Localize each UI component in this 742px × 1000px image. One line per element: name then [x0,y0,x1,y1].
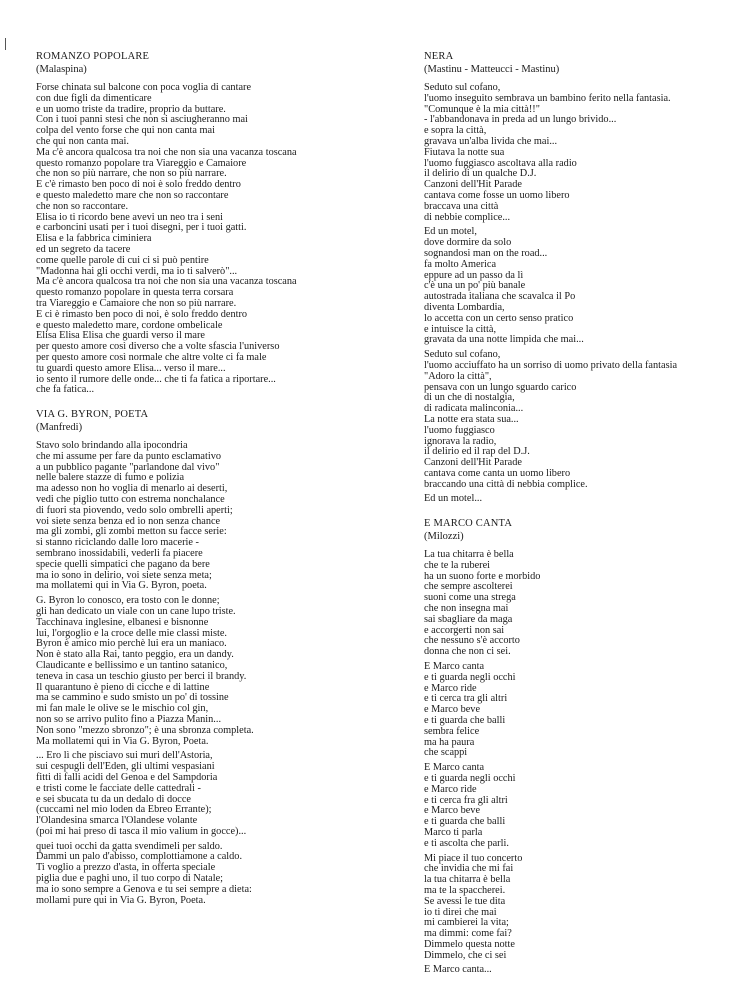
verse-line: mollami pure qui in Via G. Byron, Poeta. [36,894,206,906]
verse-line: e ti guarda negli occhi [424,772,516,784]
verse-line: e questo maledetto mare, cordone ombelicale [36,319,223,331]
song-via-g-byron-poeta [36,408,254,910]
verse-line: eppure ad un passo da lì [424,269,524,281]
verse-line: ed un segreto da tacere [36,243,131,255]
verse-line: - l'abbandonava in preda ad un lungo brivido... [424,114,617,126]
verse-line: lo accetta con un certo senso pratico [424,312,574,324]
verse-line: Ma c'è ancora qualcosa tra noi che non sia una vacanza toscana [36,276,297,288]
stanza [36,842,254,907]
verse-line: e un uomo triste da tradire, proprio da buttare. [36,103,226,115]
stanza [424,350,677,490]
verse-line: Byron è amico mio perchè lui era un maniaco. [36,638,227,650]
verse-line: ha un suono forte e morbido [424,570,541,582]
verse-line: ma adesso non ho voglia di menarlo ai deserti, [36,483,228,495]
verse-line: e intuisce la città, [424,323,497,335]
song-author: (Mastinu - Matteucci - Mastinu) [424,64,560,75]
song-romanzo-popolare [36,50,297,400]
verse-line: E Marco canta [424,660,485,672]
verse-line: ma gli zombi, gli zombi metton su facce serie: [36,526,227,538]
stanza [424,494,677,505]
verse-line: ma te la spaccherei. [424,884,506,896]
verse-line: gravava un'alba livida che mai... [424,135,558,147]
verse-line: che mi assume per fare da punto esclamativo [36,450,221,462]
verse-line: braccava una città [424,200,499,212]
verse-line: mi fan male le olive se le mischio col gin, [36,703,209,715]
verse-line: E Marco canta... [424,964,492,976]
verse-line: e ti cerca tra gli altri [424,693,508,705]
verse-line: La tua chitarra è bella [424,549,514,560]
verse-line: di nebbie complice... [424,211,511,223]
verse-line: piglia due e paghi uno, il tuo corpo di Natale; [36,873,224,885]
verse-line: Ma mollatemi qui in Via G. Byron, Poeta. [36,735,209,747]
song-title: E MARCO CANTA [424,518,513,529]
stanza [424,854,540,962]
verse-line: che non so più narrare, che non so più narrare. [36,168,227,180]
verse-line: e tristi come le facciate delle cattedrali - [36,782,201,794]
verse-line: Elisa io ti ricordo bene avevi un neo tra i seni [36,211,224,223]
verse-line: che invidia che mi fai [424,863,514,875]
verse-line: Canzoni dell'Hit Parade [424,457,522,469]
verse-line: Non è stato alla Rai, tanto peggio, era un dandy. [36,649,234,661]
stanza [424,965,540,976]
verse-line: e accorgerti non sai [424,624,505,636]
verse-line: ma se cammino e sudo smisto un po' di tossine [36,692,229,704]
verse-line: La notte era stata sua... [424,413,519,425]
verse-line: donna che non ci sei. [424,646,511,658]
verse-line: Ti voglio a prezzo d'asta, in offerta speciale [36,862,216,874]
verse-line: sembrano inossidabili, vederli fa piacere [36,547,203,559]
verse-line: Seduto sul cofano, [424,82,501,93]
verse-line: non so se arrivo pulito fino a Piazza Manin... [36,713,222,725]
verse-line: questo romanzo popolare tra Viareggio e Camaiore [36,157,247,169]
verse-line: Claudicante e bellissimo e un tantino satanico, [36,659,228,671]
song-title: ROMANZO POPOLARE [36,51,150,62]
verse-line: specie quelli simpatici che pagano da bere [36,558,210,570]
verse-line: io sento il rumore delle onde... che ti fa fatica a riportare... [36,373,276,385]
verse-line: gli han dedicato un viale con un cane lupo triste. [36,605,236,617]
verse-line: mi cambierei la vita; [424,917,509,929]
verse-line: ma ha paura [424,736,475,748]
verse-line: e Marco beve [424,704,481,716]
verse-line: E Marco canta [424,762,485,774]
verse-line: E ci è rimasto ben poco di noi, è solo freddo dentro [36,308,248,320]
verse-line: vedi che piglio tutto con estrema nonchalance [36,493,225,505]
verse-line: "Madonna hai gli occhi verdi, ma io ti salverò"... [36,265,238,277]
verse-line: G. Byron lo conosco, era tosto con le donne; [36,595,220,607]
verse-line: Elisa Elisa Elisa che guardi verso il mare [36,330,205,342]
verse-line: e questo maledetto mare che non so raccontare [36,189,229,201]
verse-line: Con i tuoi panni stesi che non si asciugheranno mai [36,114,248,126]
stanza [36,83,297,396]
verse-line: gravata da una notte limpida che mai... [424,334,584,346]
verse-line: l'uomo acciuffato ha un sorriso di uomo privato della fantasia [424,359,678,371]
verse-line: a un pubblico pagante "parlandone dal vivo" [36,461,220,473]
verse-line: io ti direi che mai [424,906,497,918]
verse-line: Tacchinava inglesine, elbanesi e bisnonne [36,616,209,628]
verse-line: E c'è rimasto ben poco di noi è solo freddo dentro [36,179,241,191]
stanza [424,662,540,759]
song-author: (Milozzi) [424,531,464,542]
verse-line: con due figli da dimenticare [36,92,152,104]
verse-line: l'uomo fuggiasco ascoltava alla radio [424,157,577,169]
verse-line: dove dormire da solo [424,237,512,249]
verse-line: il delirio ed il rap del D.J. [424,446,530,458]
verse-line: nelle balere stazze di fumo e polizia [36,472,185,484]
verse-line: l'uomo fuggiasco [424,424,495,436]
verse-line: sembra felice [424,725,480,737]
verse-line: ma mollatemi qui in Via G. Byron, poeta. [36,580,207,592]
verse-line: suoni come una strega [424,592,516,604]
verse-line: (poi mi hai preso di tasca il mio valium in gocce)... [36,825,247,837]
verse-line: l'uomo inseguito sembrava un bambino ferito nella fantasia. [424,92,671,104]
verse-line: di fuori sta piovendo, vedo solo ombrelli aperti; [36,504,233,516]
verse-line: Se avessi le tue dita [424,895,506,907]
verse-line: Ed un motel... [424,493,483,505]
verse-line: che te la ruberei [424,559,491,571]
verse-line: ma dimmi: come fai? [424,928,512,940]
verse-line: questo romanzo popolare in questa terra corsara [36,287,234,299]
verse-line: lui, l'orgoglio e la croce delle mie classi miste. [36,627,227,639]
verse-line: "Adoro la città", [424,370,492,382]
verse-line: e ti guarda che balli [424,816,506,828]
verse-line: Il quarantuno è pieno di cicche e di lattine [36,681,210,693]
verse-line: Fiutava la notte sua [424,146,505,158]
verse-line: e Marco beve [424,805,481,817]
verse-line: e Marco ride [424,783,477,795]
verse-line: (cuccami nel mio loden da Ebreo Errante); [36,804,212,816]
verse-line: l'Olandesina smarca l'Olandese volante [36,815,198,827]
margin-mark [5,38,6,50]
verse-line: voi siete senza benza ed io non senza chance [36,515,221,527]
song-author: (Manfredi) [36,422,83,433]
verse-line: che non so raccontare. [36,200,129,212]
verse-line: per questo amore così normale che altre volte ci fa male [36,351,267,363]
verse-line: la tua chitarra è bella [424,874,511,886]
verse-line: e Marco ride [424,682,477,694]
verse-line: e ti ascolta che parli. [424,837,509,849]
verse-line: e sopra la città, [424,125,487,137]
stanza [424,763,540,849]
verse-line: si stanno riciclando dalle loro macerie - [36,537,199,549]
verse-line: Dimmelo questa notte [424,938,515,950]
verse-line: tra Viareggio e Camaiore che non so più narrare. [36,297,237,309]
verse-line: fitti di falli acidi del Genoa e del Sampdoria [36,771,218,783]
verse-line: che sempre ascolterei [424,581,513,593]
verse-line: di radicata malinconia... [424,403,524,415]
verse-line: Stavo solo brindando alla ipocondria [36,440,188,451]
verse-line: sui cespugli dell'Eden, gli ultimi vespasiani [36,761,215,773]
verse-line: che nessuno s'è accorto [424,635,520,647]
verse-line: braccando una città di nebbia complice. [424,478,588,490]
verse-line: diventa Lombardia, [424,301,505,313]
verse-line: cantava come fosse un uomo libero [424,189,570,201]
verse-line: teneva in casa un teschio giusto per berci il brandy. [36,670,247,682]
stanza [424,227,677,346]
verse-line: sai sbagliare da maga [424,613,513,625]
stanza [36,751,254,837]
verse-line: Mi piace il tuo concerto [424,852,523,864]
song-nera [424,50,677,509]
verse-line: ignorava la radio, [424,435,497,447]
verse-line: autostrada italiana che scavalca il Po [424,291,576,303]
verse-line: Canzoni dell'Hit Parade [424,179,522,191]
verse-line: Elisa e la fabbrica ciminiera [36,233,152,245]
verse-line: come quelle parole di cui ci si può pentire [36,254,209,266]
verse-line: Dammi un palo d'abisso, complottiamone a caldo. [36,851,243,863]
verse-line: e ti guarda che balli [424,714,506,726]
verse-line: colpa del vento forse che qui non canta mai [36,125,215,137]
song-title: VIA G. BYRON, POETA [36,409,149,420]
verse-line: e ti cerca fra gli altri [424,794,508,806]
song-title: NERA [424,51,454,62]
verse-line: per questo amore così diverso che a volte sfascia l'universo [36,341,280,353]
stanza [36,441,254,592]
verse-line: e ti guarda negli occhi [424,671,516,683]
verse-line: Dimmelo, che ci sei [424,949,507,961]
verse-line: Non sono "mezzo sbronzo"; è una sbronza completa. [36,724,254,736]
verse-line: Forse chinata sul balcone con poca voglia di cantare [36,82,252,93]
verse-line: cantava come canta un uomo libero [424,467,571,479]
verse-line: fa molto America [424,258,497,270]
stanza [36,596,254,747]
stanza [424,550,540,658]
verse-line: Ed un motel, [424,226,477,238]
stanza [424,83,677,223]
verse-line: e sei sbucata tu da un dedalo di docce [36,793,191,805]
verse-line: il delirio di un qualche D.J. [424,168,537,180]
verse-line: che non insegna mai [424,602,509,614]
verse-line: ma io sono in delirio, voi siete senza meta; [36,569,212,581]
verse-line: sognandosi man on the road... [424,247,548,259]
verse-line: Marco ti parla [424,826,483,838]
verse-line: che qui non canta mai. [36,135,129,147]
verse-line: Seduto sul cofano, [424,349,501,361]
verse-line: che scappi [424,747,468,759]
song-e-marco-canta [424,517,540,980]
verse-line: tu guardi questo amore Elisa... verso il mare... [36,362,226,374]
verse-line: e carboncini usati per i tuoi disegni, per i tuoi gatti. [36,222,247,234]
verse-line: di un che di nostalgia, [424,392,515,404]
verse-line: ... Ero lì che pisciavo sui muri dell'Astoria, [36,750,213,762]
verse-line: pensava con un lungo sguardo carico [424,381,577,393]
verse-line: ma io sono sempre a Genova e tu sei sempre a dieta: [36,883,252,895]
verse-line: c'è una un po' più banale [424,280,526,292]
verse-line: quei tuoi occhi da gatta svendimeli per saldo. [36,840,223,852]
song-author: (Malaspina) [36,64,87,75]
verse-line: che fa fatica... [36,384,95,396]
verse-line: Ma c'è ancora qualcosa tra noi che non sia una vacanza toscana [36,146,297,158]
verse-line: "Comunque è la mia città!!" [424,103,540,115]
